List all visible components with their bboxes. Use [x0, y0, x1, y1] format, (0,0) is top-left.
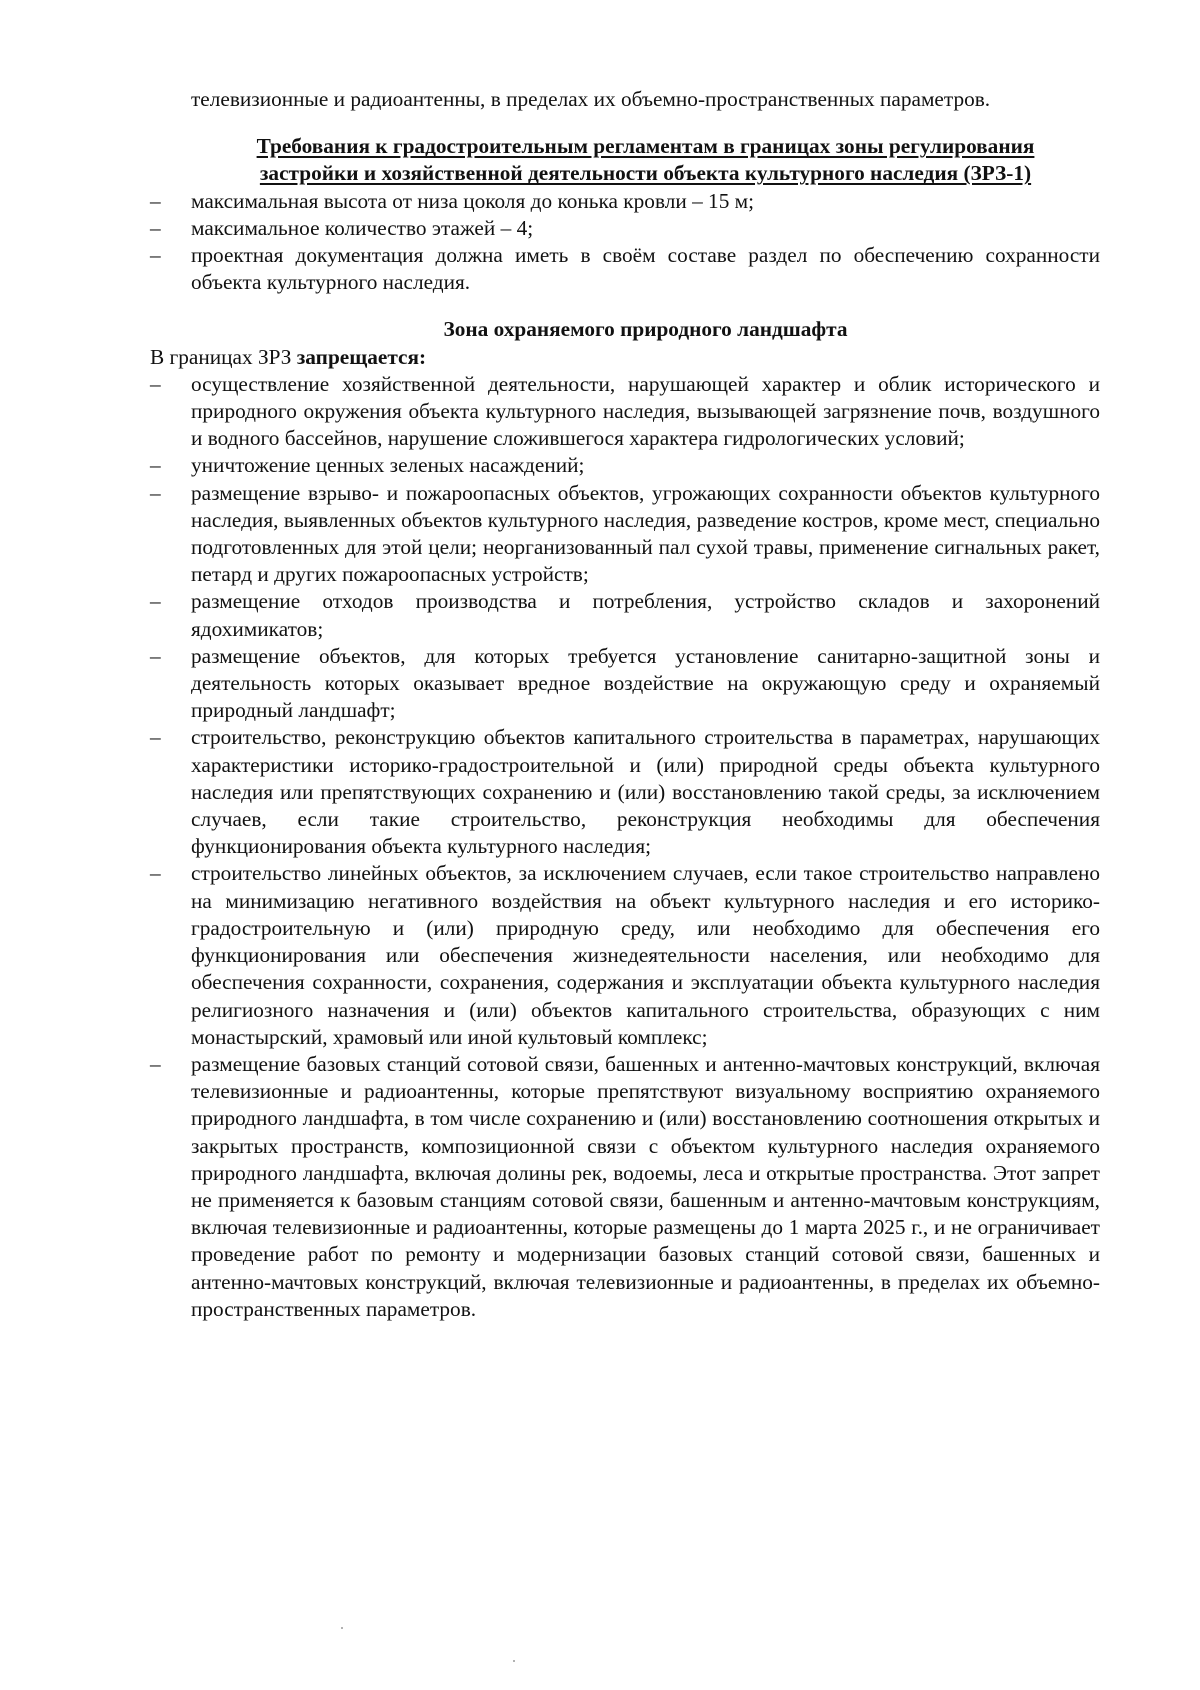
list-item	[150, 188, 1100, 215]
document-page	[150, 86, 1100, 1323]
list-item	[150, 588, 1100, 642]
list-item	[150, 860, 1100, 1050]
dash-bullet: –	[150, 1051, 161, 1076]
list-item	[150, 371, 1100, 453]
list-item-text: размещение базовых станций сотовой связи, башенных и антенно-мачтовых конструкций, включая телевизионные и радиоантенны, которые препятствуют визуальному восприятию охраняемого природного ландшафта, в том числе сохранению и (или) восстановлению соотношения открытых и закрытых пространств, композиционной связи с объектом культурного наследия охраняемого природного ландшафта, включая долины рек, водоемы, леса и открытые пространства. Этот запрет не применяется к базовым станциям сотовой связи, башенным и антенно-мачтовым конструкциям, включая телевизионные и радиоантенны, которые размещены до 1 марта 2025 г., и не ограничивает проведение работ по ремонту и модернизации базовых станций сотовой связи, башенных и антенно-мачтовых конструкций, включая телевизионные и радиоантенны, в пределах их объемно-пространственных параметров.	[191, 1051, 1100, 1321]
list-item-text: размещение отходов производства и потребления, устройство складов и захоронений ядохимикатов;	[191, 589, 1100, 641]
list-item	[150, 215, 1100, 242]
dash-bullet: –	[150, 589, 161, 614]
list-item-text: размещение объектов, для которых требуется установление санитарно-защитной зоны и деятельность которых оказывает вредное воздействие на окружающую среду и охраняемый природный ландшафт;	[191, 643, 1100, 723]
list-item-text: проектная документация должна иметь в своём составе раздел по обеспечению сохранности объекта культурного наследия.	[191, 243, 1100, 295]
list-item-text: уничтожение ценных зеленых насаждений;	[191, 453, 585, 478]
list-item-text: осуществление хозяйственной деятельности, нарушающей характер и облик исторического и природного окружения объекта культурного наследия, вызывающей загрязнение почв, воздушного и водного бассейнов, нарушение сложившегося характера гидрологических условий;	[191, 371, 1100, 451]
list-item-text: максимальная высота от низа цоколя до конька кровли – 15 м;	[191, 188, 755, 213]
list-item-text: размещение взрыво- и пожароопасных объектов, угрожающих сохранности объектов культурного наследия, выявленных объектов культурного наследия, разведение костров, кроме мест, специально подготовленных для этой цели; неорганизованный пал сухой травы, применение сигнальных ракет, петард и других пожароопасных устройств;	[191, 480, 1100, 587]
continuation-paragraph: телевизионные и радиоантенны, в пределах их объемно-пространственных параметров.	[191, 87, 991, 111]
zrz1-heading-line-1: Требования к градостроительным регламентам в границах зоны регулирования	[256, 134, 1035, 159]
list-item	[150, 452, 1100, 479]
dash-bullet: –	[150, 243, 161, 268]
list-item	[150, 724, 1100, 860]
list-item	[150, 480, 1100, 589]
list-item-text: максимальное количество этажей – 4;	[191, 215, 534, 240]
dash-bullet: –	[150, 725, 161, 750]
prohibitions-list	[150, 371, 1100, 1323]
prohibition-intro-keyword: запрещается:	[296, 344, 427, 369]
dash-bullet: –	[150, 861, 161, 886]
list-item	[150, 643, 1100, 725]
list-item-text: строительство, реконструкцию объектов капитального строительства в параметрах, нарушающих характеристики историко-градостроительной и (или) природной среды объекта культурного наследия или препятствующих сохранению и (или) восстановлению такой среды, за исключением случаев, если такие строительство, реконструкция необходимы для обеспечения функционирования объекта культурного наследия;	[191, 725, 1100, 859]
landscape-zone-heading: Зона охраняемого природного ландшафта	[443, 317, 848, 342]
prohibition-intro-text: В границах ЗРЗ	[150, 344, 297, 369]
prohibition-intro	[150, 344, 1100, 371]
dash-bullet: –	[150, 371, 161, 396]
list-item	[150, 1051, 1100, 1323]
zrz1-requirements-heading	[191, 133, 1100, 187]
dash-bullet: –	[150, 480, 161, 505]
dash-bullet: –	[150, 453, 161, 478]
list-item-text: строительство линейных объектов, за исключением случаев, если такое строительство направлено на минимизацию негативного воздействия на объект культурного наследия и его историко-градостроительную и (или) природную среду, или необходимо для обеспечения его функционирования или обеспечения жизнедеятельности населения, или необходимо для обеспечения сохранности, сохранения, содержания и эксплуатации объекта культурного наследия религиозного назначения и (или) объектов капитального строительства, образующих с ним монастырский, храмовый или иной культовый комплекс;	[191, 861, 1100, 1049]
dash-bullet: –	[150, 215, 161, 240]
dash-bullet: –	[150, 188, 161, 213]
zrz1-requirements-list	[150, 188, 1100, 297]
scan-speck	[513, 1660, 515, 1662]
scan-speck	[341, 1627, 343, 1629]
zrz1-heading-line-2: застройки и хозяйственной деятельности объекта культурного наследия (ЗРЗ-1)	[259, 161, 1032, 186]
dash-bullet: –	[150, 643, 161, 668]
list-item	[150, 242, 1100, 296]
